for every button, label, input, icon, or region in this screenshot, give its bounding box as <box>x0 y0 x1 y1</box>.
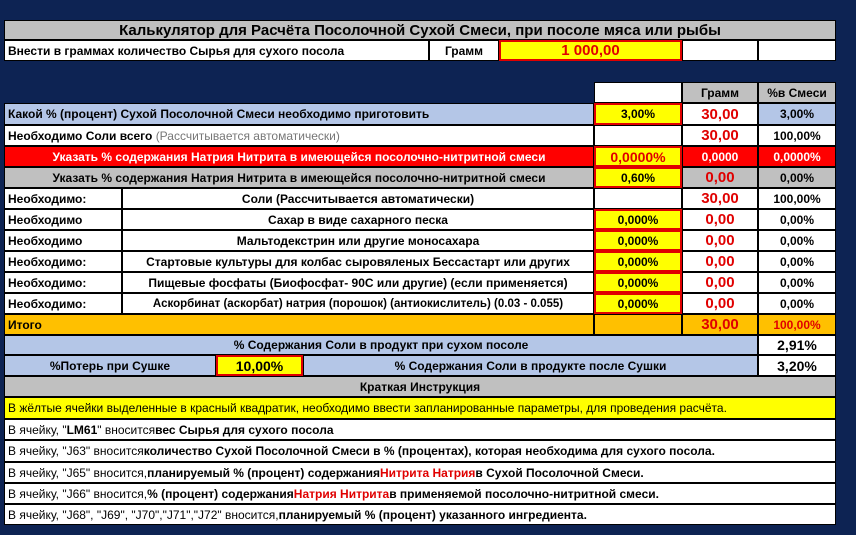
ingredient-input[interactable]: 0,000% <box>594 230 682 251</box>
nitrite-salt-label: Указать % содержания Натрия Нитрита в имеющейся посолочно-нитритной смеси <box>4 167 594 188</box>
page-title: Калькулятор для Расчёта Посолочной Сухой Смеси, при посоле мяса или рыбы <box>4 20 836 40</box>
ingredient-row-salt <box>4 188 836 209</box>
ingredient-input[interactable]: 0,000% <box>594 251 682 272</box>
ingredient-input[interactable]: 0,000% <box>594 209 682 230</box>
ingredient-row-sugar <box>4 209 836 230</box>
instruction-text <box>4 483 836 504</box>
instruction-prefix: В ячейку, "J63" вносится <box>8 444 144 458</box>
drying-loss-input[interactable]: 10,00% <box>216 355 303 376</box>
ingredient-need-label: Необходимо <box>4 209 122 230</box>
ingredient-pct: 100,00% <box>758 188 836 209</box>
total-gram: 30,00 <box>682 314 758 335</box>
nitrite-salt-gram: 0,00 <box>682 167 758 188</box>
nitrite-mix-row <box>4 146 836 167</box>
instruction-highlight: Натрия Нитрита <box>293 486 390 501</box>
instructions-intro-row <box>4 397 836 419</box>
header-row <box>4 82 836 103</box>
ingredient-pct: 0,00% <box>758 272 836 293</box>
instruction-emphasis: % (процент) содержания <box>147 486 294 501</box>
ingredient-input[interactable]: 0,000% <box>594 272 682 293</box>
salt-content-dry-label: % Содержания Соли в продукт при сухом посоле <box>4 335 758 355</box>
instruction-text <box>4 419 836 440</box>
ingredient-name: Аскорбинат (аскорбат) натрия (порошок) (антиокислитель) (0.03 - 0.055) <box>122 293 594 314</box>
instruction-prefix: В ячейку, "J66" вносится, <box>8 486 148 501</box>
instruction-emphasis: вес Сырья для сухого посола <box>155 422 334 437</box>
mix-percent-row <box>4 103 836 125</box>
instruction-suffix: в применяемой посолочно-нитритной смеси. <box>389 486 659 501</box>
header-spacer <box>4 82 594 103</box>
salt-total-text: Необходимо Соли всего <box>8 128 153 143</box>
salt-content-dry-row <box>4 335 836 355</box>
salt-content-after-drying-label: % Содержания Соли в продукте после Сушки <box>303 355 758 376</box>
total-pct: 100,00% <box>758 314 836 335</box>
instructions-title: Краткая Инструкция <box>4 376 836 397</box>
instruction-mid: " вносится <box>97 422 156 437</box>
ingredient-gram: 0,00 <box>682 251 758 272</box>
nitrite-salt-row <box>4 167 836 188</box>
ingredient-name: Стартовые культуры для колбас сыровяленых Бессастарт или других <box>122 251 594 272</box>
ingredient-name: Пищевые фосфаты (Биофосфат- 90С или другие) (если применяется) <box>122 272 594 293</box>
title-row <box>4 20 836 40</box>
salt-total-row <box>4 125 836 146</box>
ingredient-gram: 0,00 <box>682 209 758 230</box>
drying-loss-label: %Потерь при Сушке <box>4 355 216 376</box>
empty-cell <box>758 40 836 61</box>
salt-content-dry-value: 2,91% <box>758 335 836 355</box>
ingredient-need-label: Необходимо <box>4 230 122 251</box>
instruction-emphasis: количество Сухой Посолочной Смеси в % (процентах), которая необходима для сухого посола. <box>143 444 715 458</box>
ingredient-pct: 0,00% <box>758 209 836 230</box>
total-label: Итого <box>4 314 594 335</box>
nitrite-mix-input[interactable]: 0,0000% <box>594 146 682 167</box>
nitrite-salt-input[interactable]: 0,60% <box>594 167 682 188</box>
mix-percent-gram: 30,00 <box>682 103 758 125</box>
ingredient-pct: 0,00% <box>758 293 836 314</box>
ingredient-need-label: Необходимо: <box>4 272 122 293</box>
instruction-emphasis: планируемый % (процент) содержания <box>147 465 380 480</box>
ingredient-name: Соли (Рассчитывается автоматически) <box>122 188 594 209</box>
ingredient-input[interactable]: 0,000% <box>594 293 682 314</box>
ingredient-row-maltodextrin <box>4 230 836 251</box>
ingredient-row-cultures <box>4 251 836 272</box>
total-row <box>4 314 836 335</box>
header-percent-mix: %в Смеси <box>758 82 836 103</box>
instruction-prefix: В ячейку, " <box>8 422 67 437</box>
raw-weight-row <box>4 40 836 61</box>
header-gram: Грамм <box>682 82 758 103</box>
ingredient-need-label: Необходимо: <box>4 251 122 272</box>
mix-percent-input[interactable]: 3,00% <box>594 103 682 125</box>
raw-weight-input[interactable]: 1 000,00 <box>499 40 682 61</box>
instruction-text <box>4 504 836 525</box>
header-empty <box>594 82 682 103</box>
ingredient-gram: 0,00 <box>682 293 758 314</box>
ingredient-gram: 0,00 <box>682 230 758 251</box>
nitrite-mix-pct: 0,0000% <box>758 146 836 167</box>
ingredient-need-label: Необходимо: <box>4 293 122 314</box>
ingredient-name: Мальтодекстрин или другие моносахара <box>122 230 594 251</box>
instruction-text <box>4 462 836 483</box>
instruction-line-3 <box>4 462 836 483</box>
salt-total-pct: 100,00% <box>758 125 836 146</box>
instruction-prefix: В ячейку, "J68", "J69", "J70","J71","J72" вносится, <box>8 507 279 522</box>
instruction-suffix: в Сухой Посолочной Смеси. <box>475 465 644 480</box>
ingredient-name: Сахар в виде сахарного песка <box>122 209 594 230</box>
mix-percent-label: Какой % (процент) Сухой Посолочной Смеси необходимо приготовить <box>4 103 594 125</box>
instruction-line-1 <box>4 419 836 440</box>
instructions-intro: В жёлтые ячейки выделенные в красный квадратик, необходимо ввести запланированные параметры, для проведения расчёта. <box>4 397 836 419</box>
salt-total-label <box>4 125 594 146</box>
empty-cell <box>594 314 682 335</box>
ingredient-gram: 30,00 <box>682 188 758 209</box>
instructions-title-row <box>4 376 836 397</box>
mix-percent-pct: 3,00% <box>758 103 836 125</box>
instruction-highlight: Нитрита Натрия <box>379 465 476 480</box>
nitrite-mix-gram: 0,0000 <box>682 146 758 167</box>
ingredient-row-phosphates <box>4 272 836 293</box>
instruction-line-2 <box>4 440 836 462</box>
ingredient-pct: 0,00% <box>758 251 836 272</box>
nitrite-salt-pct: 0,00% <box>758 167 836 188</box>
nitrite-mix-label: Указать % содержания Натрия Нитрита в имеющейся посолочно-нитритной смеси <box>4 146 594 167</box>
ingredient-gram: 0,00 <box>682 272 758 293</box>
instruction-prefix: В ячейку, "J65" вносится, <box>8 465 148 480</box>
raw-weight-unit: Грамм <box>429 40 499 61</box>
salt-content-after-drying-value: 3,20% <box>758 355 836 376</box>
instruction-cell-ref: LM61 <box>66 422 98 437</box>
empty-cell <box>682 40 758 61</box>
ingredient-need-label: Необходимо: <box>4 188 122 209</box>
empty-cell <box>594 188 682 209</box>
instruction-emphasis: планируемый % (процент) указанного ингредиента. <box>278 507 587 522</box>
ingredient-row-ascorbate <box>4 293 836 314</box>
salt-total-note: (Рассчитывается автоматически) <box>155 128 340 143</box>
spacer <box>4 61 836 82</box>
ingredient-pct: 0,00% <box>758 230 836 251</box>
drying-row <box>4 355 836 376</box>
salt-total-gram: 30,00 <box>682 125 758 146</box>
instruction-line-5 <box>4 504 836 525</box>
empty-cell <box>594 125 682 146</box>
spacer-row <box>4 61 836 82</box>
raw-weight-label: Внести в граммах количество Сырья для сухого посола <box>4 40 429 61</box>
instruction-line-4 <box>4 483 836 504</box>
instruction-text <box>4 440 836 462</box>
